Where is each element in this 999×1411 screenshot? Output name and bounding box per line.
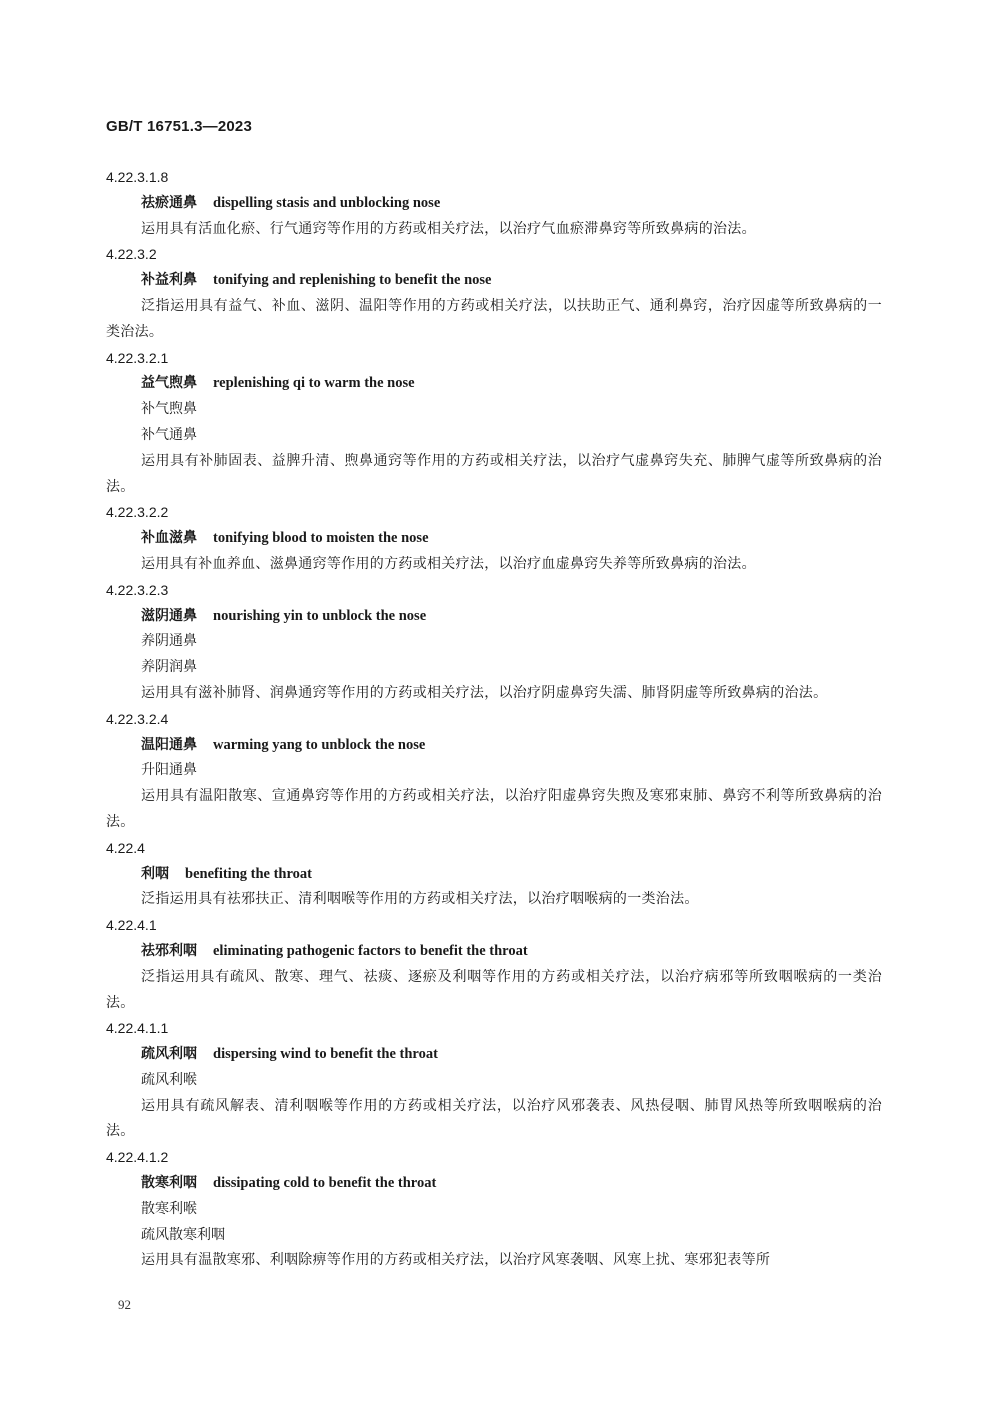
term-heading (106, 526, 882, 552)
clause-number: 4.22.3.2.2 (106, 504, 169, 521)
term-entry (106, 165, 882, 242)
standard-header: GB/T 16751.3—2023 (106, 118, 252, 135)
term-definition: 运用具有温阳散寒、宣通鼻窍等作用的方药或相关疗法，以治疗阳虚鼻窍失煦及寒邪束肺、鼻窍不利等所致鼻病的治法。 (106, 788, 882, 830)
document-body (106, 165, 882, 1274)
term-definition: 泛指运用具有疏风、散寒、理气、祛痰、逐瘀及利咽等作用的方药或相关疗法，以治疗病邪等所致咽喉病的一类治法。 (106, 968, 882, 1011)
clause-number: 4.22.3.2.3 (106, 581, 169, 598)
term-synonym: 补气通鼻 (141, 426, 197, 443)
term-definition: 运用具有温散寒邪、利咽除痹等作用的方药或相关疗法，以治疗风寒袭咽、风寒上扰、寒邪犯表等所 (141, 1252, 771, 1269)
term-entry (106, 1145, 882, 1274)
term-heading (106, 939, 882, 965)
term-definition: 运用具有疏风解表、清利咽喉等作用的方药或相关疗法，以治疗风邪袭表、风热侵咽、肺胃风热等所致咽喉病的治法。 (106, 1097, 882, 1140)
term-entry (106, 836, 882, 913)
term-english: nourishing yin to unblock the nose (213, 607, 427, 624)
term-heading (106, 1042, 882, 1068)
term-definition: 泛指运用具有祛邪扶正、清利咽喉等作用的方药或相关疗法，以治疗咽喉病的一类治法。 (141, 891, 699, 908)
term-english: dispelling stasis and unblocking nose (213, 194, 441, 211)
term-synonym: 升阳通鼻 (141, 762, 197, 779)
term-heading (106, 862, 882, 888)
clause-number: 4.22.3.2.4 (106, 710, 169, 727)
term-chinese: 祛瘀通鼻 (141, 194, 197, 211)
term-english: tonifying and replenishing to benefit the nose (213, 272, 492, 289)
clause-number: 4.22.4 (106, 839, 145, 856)
term-chinese: 益气煦鼻 (141, 375, 197, 392)
term-chinese: 祛邪利咽 (141, 942, 197, 959)
term-english: replenishing qi to warm the nose (213, 375, 415, 392)
term-entry (106, 707, 882, 836)
clause-number: 4.22.4.1 (106, 917, 157, 934)
term-heading (106, 371, 882, 397)
term-entry (106, 1016, 882, 1145)
clause-number: 4.22.3.1.8 (106, 169, 169, 185)
term-chinese: 疏风利咽 (141, 1046, 197, 1063)
term-english: warming yang to unblock the nose (213, 736, 426, 753)
clause-number: 4.22.4.1.2 (106, 1149, 169, 1166)
term-synonym: 补气煦鼻 (141, 401, 197, 418)
term-synonym: 养阴通鼻 (141, 633, 197, 650)
term-synonym: 疏风散寒利咽 (141, 1226, 225, 1243)
term-heading (106, 604, 882, 630)
term-english: dissipating cold to benefit the throat (213, 1175, 437, 1192)
term-entry (106, 500, 882, 577)
term-english: dispersing wind to benefit the throat (213, 1046, 438, 1063)
term-definition: 运用具有活血化瘀、行气通窍等作用的方药或相关疗法，以治疗气血瘀滞鼻窍等所致鼻病的治法。 (141, 220, 756, 237)
term-chinese: 利咽 (141, 865, 169, 882)
term-chinese: 滋阴通鼻 (141, 607, 197, 624)
term-chinese: 温阳通鼻 (141, 736, 197, 753)
page-number: 92 (118, 1297, 131, 1312)
term-definition: 泛指运用具有益气、补血、滋阴、温阳等作用的方药或相关疗法，以扶助正气、通利鼻窍，治疗因虚等所致鼻病的一类治法。 (106, 297, 882, 340)
term-chinese: 补益利鼻 (141, 272, 197, 289)
term-entry (106, 913, 882, 1016)
term-chinese: 补血滋鼻 (141, 530, 197, 547)
term-entry (106, 578, 882, 707)
term-definition: 运用具有滋补肺肾、润鼻通窍等作用的方药或相关疗法，以治疗阴虚鼻窍失濡、肺肾阴虚等所致鼻病的治法。 (141, 684, 828, 701)
term-heading (106, 268, 882, 294)
term-synonym: 养阴润鼻 (141, 659, 197, 676)
term-heading (106, 1171, 882, 1197)
clause-number: 4.22.3.2.1 (106, 349, 169, 366)
term-english: benefiting the throat (185, 865, 313, 882)
term-definition: 运用具有补肺固表、益脾升清、煦鼻通窍等作用的方药或相关疗法，以治疗气虚鼻窍失充、肺脾气虚等所致鼻病的治法。 (106, 452, 882, 495)
term-entry (106, 346, 882, 501)
clause-number: 4.22.3.2 (106, 246, 157, 263)
term-heading (106, 191, 882, 217)
term-synonym: 疏风利喉 (141, 1071, 197, 1088)
clause-number: 4.22.4.1.1 (106, 1020, 169, 1037)
term-synonym: 散寒利喉 (141, 1200, 197, 1217)
term-english: tonifying blood to moisten the nose (213, 530, 429, 547)
term-english: eliminating pathogenic factors to benefit the throat (213, 942, 528, 959)
term-entry (106, 242, 882, 345)
term-heading (106, 733, 882, 759)
term-chinese: 散寒利咽 (141, 1175, 197, 1192)
term-definition: 运用具有补血养血、滋鼻通窍等作用的方药或相关疗法，以治疗血虚鼻窍失养等所致鼻病的治法。 (141, 555, 756, 572)
